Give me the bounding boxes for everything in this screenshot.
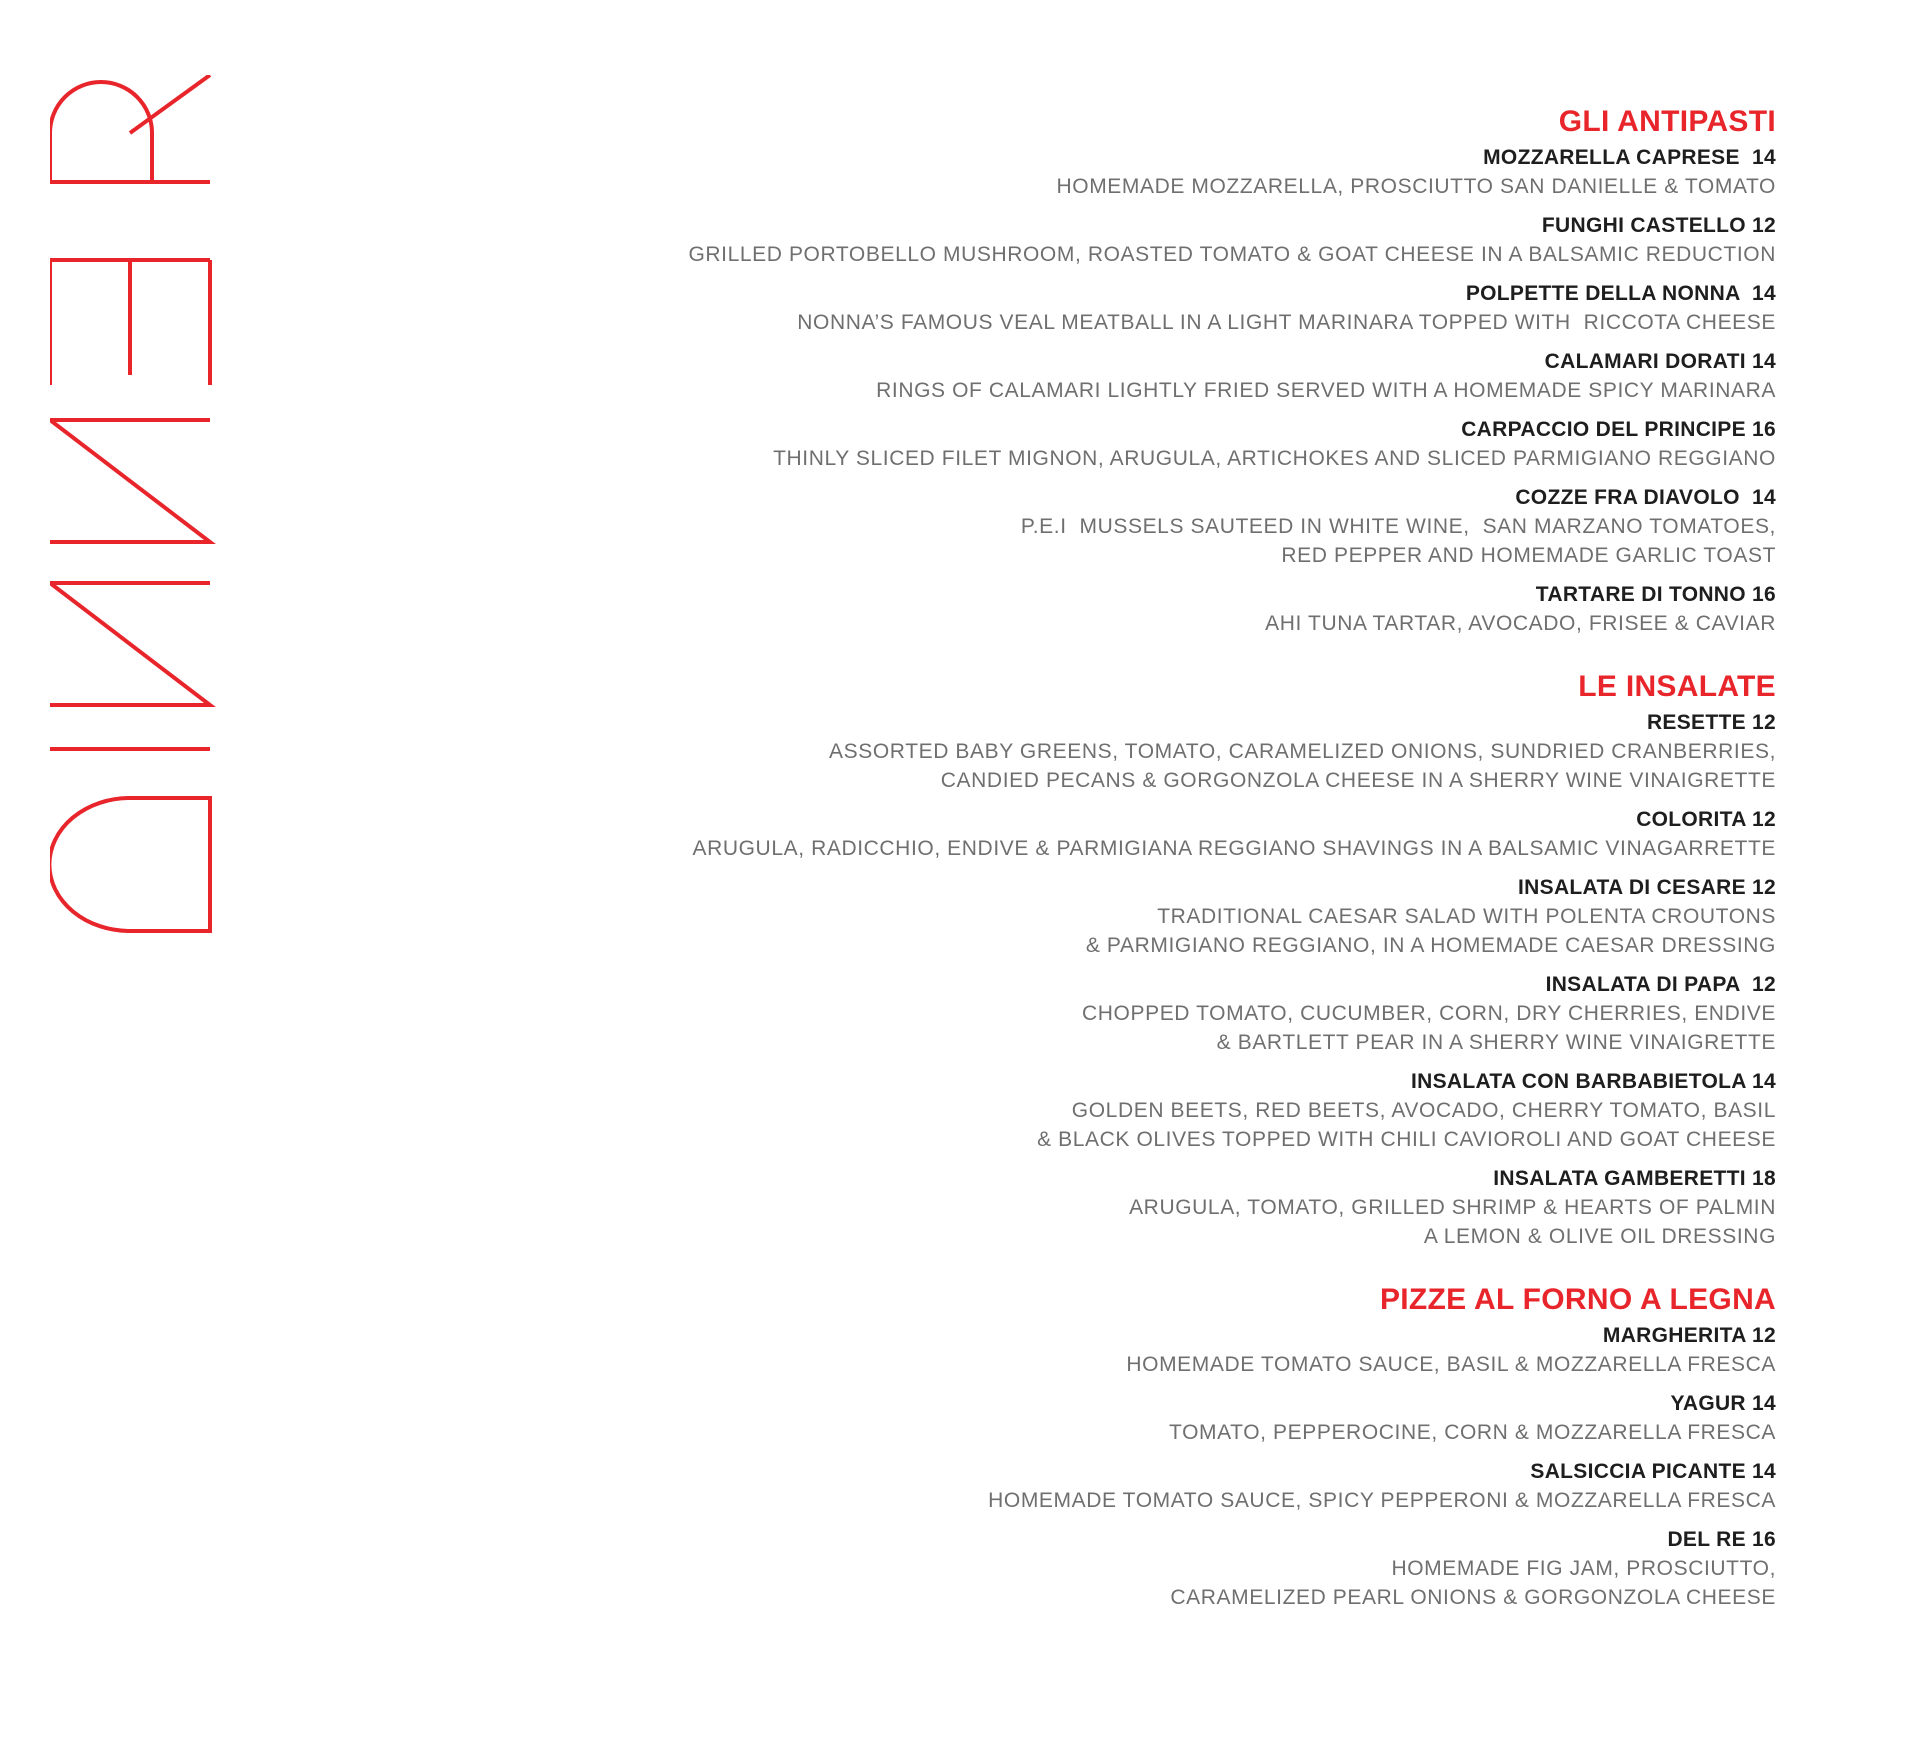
letter-d bbox=[50, 798, 210, 931]
menu-item bbox=[476, 708, 1776, 795]
letter-n bbox=[50, 420, 210, 542]
item-description: P.E.I MUSSELS SAUTEED IN WHITE WINE, SAN MARZANO TOMATOES, bbox=[1020, 515, 1776, 538]
item-name-price: FUNGHI CASTELLO 12 bbox=[1541, 214, 1776, 237]
item-description: & BLACK OLIVES TOPPED WITH CHILI CAVIOROLI AND GOAT CHEESE bbox=[1037, 1128, 1776, 1151]
menu-content bbox=[476, 104, 1776, 1612]
menu-section bbox=[476, 1282, 1776, 1612]
item-name-price: RESETTE 12 bbox=[1646, 711, 1776, 734]
item-description: HOMEMADE TOMATO SAUCE, SPICY PEPPERONI & MOZZARELLA FRESCA bbox=[988, 1489, 1776, 1512]
menu-item bbox=[476, 415, 1776, 473]
menu-item bbox=[476, 1321, 1776, 1379]
item-name-price: CALAMARI DORATI 14 bbox=[1544, 350, 1776, 373]
item-name-price: MOZZARELLA CAPRESE 14 bbox=[1483, 146, 1776, 169]
menu-item bbox=[476, 1525, 1776, 1612]
menu-item bbox=[476, 1457, 1776, 1515]
item-description: & BARTLETT PEAR IN A SHERRY WINE VINAIGRETTE bbox=[1216, 1031, 1776, 1054]
item-description: TRADITIONAL CAESAR SALAD WITH POLENTA CROUTONS bbox=[1157, 905, 1776, 928]
item-description: CARAMELIZED PEARL ONIONS & GORGONZOLA CHEESE bbox=[1170, 1586, 1776, 1609]
item-description: & PARMIGIANO REGGIANO, IN A HOMEMADE CAESAR DRESSING bbox=[1085, 934, 1776, 957]
item-name-price: INSALATA DI PAPA 12 bbox=[1545, 973, 1776, 996]
item-description: A LEMON & OLIVE OIL DRESSING bbox=[1423, 1225, 1776, 1248]
menu-item bbox=[476, 279, 1776, 337]
item-description: HOMEMADE FIG JAM, PROSCIUTTO, bbox=[1391, 1557, 1776, 1580]
item-description: ARUGULA, TOMATO, GRILLED SHRIMP & HEARTS OF PALMIN bbox=[1129, 1196, 1776, 1219]
item-description: CANDIED PECANS & GORGONZOLA CHEESE IN A SHERRY WINE VINAIGRETTE bbox=[940, 769, 1776, 792]
section-title: PIZZE AL FORNO A LEGNA bbox=[1379, 1283, 1776, 1316]
item-description: RED PEPPER AND HOMEMADE GARLIC TOAST bbox=[1281, 544, 1776, 567]
item-name-price: TARTARE DI TONNO 16 bbox=[1535, 583, 1776, 606]
item-name-price: DEL RE 16 bbox=[1667, 1528, 1776, 1551]
menu-section bbox=[476, 669, 1776, 1251]
section-title: LE INSALATE bbox=[1578, 670, 1776, 703]
item-description: THINLY SLICED FILET MIGNON, ARUGULA, ARTICHOKES AND SLICED PARMIGIANO REGGIANO bbox=[773, 447, 1776, 470]
menu-item bbox=[476, 580, 1776, 638]
item-name-price: INSALATA GAMBERETTI 18 bbox=[1493, 1167, 1776, 1190]
item-name-price: SALSICCIA PICANTE 14 bbox=[1530, 1460, 1776, 1483]
item-description: RINGS OF CALAMARI LIGHTLY FRIED SERVED WITH A HOMEMADE SPICY MARINARA bbox=[876, 379, 1776, 402]
menu-item bbox=[476, 347, 1776, 405]
item-name-price: INSALATA DI CESARE 12 bbox=[1518, 876, 1776, 899]
item-description: NONNA’S FAMOUS VEAL MEATBALL IN A LIGHT MARINARA TOPPED WITH RICCOTA CHEESE bbox=[797, 311, 1776, 334]
letter-r bbox=[50, 75, 210, 182]
item-name-price: INSALATA CON BARBABIETOLA 14 bbox=[1410, 1070, 1776, 1093]
item-description: ARUGULA, RADICCHIO, ENDIVE & PARMIGIANA REGGIANO SHAVINGS IN A BALSAMIC VINAGARRETTE bbox=[692, 837, 1776, 860]
item-name-price: COLORITA 12 bbox=[1636, 808, 1776, 831]
dinner-title bbox=[50, 75, 220, 935]
item-description: CHOPPED TOMATO, CUCUMBER, CORN, DRY CHERRIES, ENDIVE bbox=[1082, 1002, 1776, 1025]
item-description: TOMATO, PEPPEROCINE, CORN & MOZZARELLA FRESCA bbox=[1169, 1421, 1776, 1444]
item-name-price: MARGHERITA 12 bbox=[1602, 1324, 1776, 1347]
letter-n-2 bbox=[50, 583, 210, 705]
menu-item bbox=[476, 483, 1776, 570]
menu-item bbox=[476, 143, 1776, 201]
menu-section bbox=[476, 104, 1776, 638]
item-description: HOMEMADE MOZZARELLA, PROSCIUTTO SAN DANIELLE & TOMATO bbox=[1056, 175, 1776, 198]
item-description: GRILLED PORTOBELLO MUSHROOM, ROASTED TOMATO & GOAT CHEESE IN A BALSAMIC REDUCTION bbox=[688, 243, 1776, 266]
item-description: ASSORTED BABY GREENS, TOMATO, CARAMELIZED ONIONS, SUNDRIED CRANBERRIES, bbox=[829, 740, 1776, 763]
item-name-price: POLPETTE DELLA NONNA 14 bbox=[1465, 282, 1776, 305]
menu-item bbox=[476, 211, 1776, 269]
letter-e bbox=[50, 260, 210, 385]
item-name-price: COZZE FRA DIAVOLO 14 bbox=[1515, 486, 1776, 509]
item-description: AHI TUNA TARTAR, AVOCADO, FRISEE & CAVIAR bbox=[1265, 612, 1776, 635]
menu-item bbox=[476, 970, 1776, 1057]
menu-item bbox=[476, 805, 1776, 863]
menu-item bbox=[476, 1389, 1776, 1447]
menu-item bbox=[476, 873, 1776, 960]
menu-item bbox=[476, 1164, 1776, 1251]
item-description: GOLDEN BEETS, RED BEETS, AVOCADO, CHERRY TOMATO, BASIL bbox=[1071, 1099, 1776, 1122]
item-description: HOMEMADE TOMATO SAUCE, BASIL & MOZZARELLA FRESCA bbox=[1126, 1353, 1776, 1376]
menu-item bbox=[476, 1067, 1776, 1154]
item-name-price: CARPACCIO DEL PRINCIPE 16 bbox=[1461, 418, 1776, 441]
item-name-price: YAGUR 14 bbox=[1670, 1392, 1776, 1415]
section-title: GLI ANTIPASTI bbox=[1558, 105, 1776, 138]
